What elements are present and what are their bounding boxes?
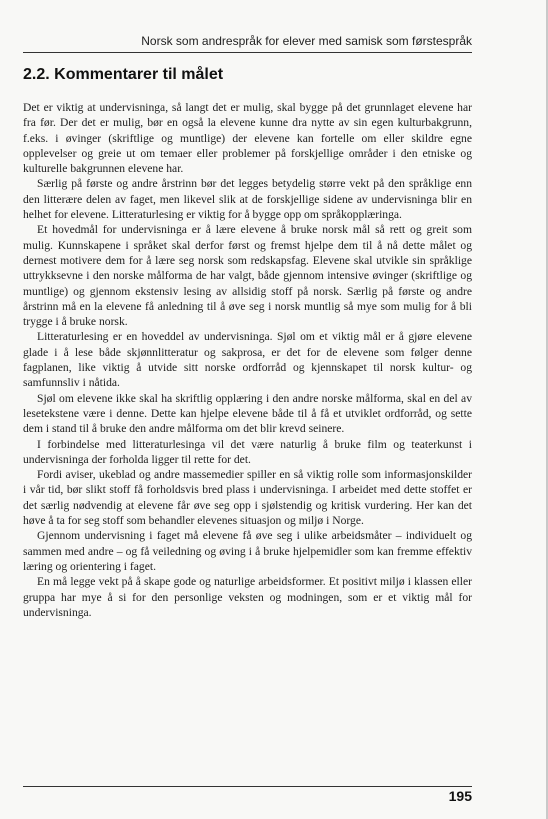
paragraph: Et hovedmål for undervisninga er å lære elevene å bruke norsk mål så rett og greit som mulig. Kunnskapene i språket skal derfor først og fremst hjelpe dem til å nå dette målet og dernest motivere dem for å lære seg norsk som redskapsfag. Elevene skal utvikle sin språklige uttrykksevne i den norske målforma de har valgt, både gjennom intensive øvinger (skriftlige og muntlige) og gjennom ekstensiv lesing av allsidig stoff på norsk. Særlig på første og andre årstrinn må en la elevene få anledning til å øve seg i norsk muntlig så mye som mulig for å bli trygge i å bruke norsk.: [23, 223, 472, 329]
paragraph: Litteraturlesing er en hoveddel av undervisninga. Sjøl om et viktig mål er å gjøre elevene glade i å lese både skjønnlitteratur og sakprosa, er det for de elevene som følger denne fagplanen, like viktig å utvide sitt norske ordforråd og kjennskapet til norsk kultur- og samfunnsliv i nåtida.: [23, 330, 472, 390]
paragraph: En må legge vekt på å skape gode og naturlige arbeidsformer. Et positivt miljø i klassen eller gruppa har mye å si for den personlige veksten og modningen, som er et viktig mål for undervisninga.: [23, 575, 472, 619]
paragraph: Det er viktig at undervisninga, så langt det er mulig, skal bygge på det grunnlaget elevene har fra før. Der det er mulig, bør en også la elevene kunne dra nytte av sin egen kulturbakgrunn, f.eks. i øvinger (skriftlige og muntlige) der elevene kan fortelle om eller skildre egne opplevelser og greie ut om temaer eller problemer på forskjellige områder i den etniske og kulturelle bakgrunnen elevene har.: [23, 101, 472, 176]
paragraph: I forbindelse med litteraturlesinga vil det være naturlig å bruke film og teaterkunst i undervisninga der forholda ligger til rette for det.: [23, 437, 472, 466]
footer-rule: [23, 786, 472, 787]
paragraph: Fordi aviser, ukeblad og andre massemedier spiller en så viktig rolle som informasjonskilder i vår tid, bør slikt stoff få forholdsvis bred plass i undervisninga. I arbeidet med dette stoffet er det særlig nødvendig at elevene får øve seg opp i sjølstendig og kritisk vurdering. Her kan det høve å ta for seg stoff som behandler elevenes situasjon og miljø i Norge.: [23, 468, 472, 528]
section-heading: 2.2. Kommentarer til målet: [23, 66, 224, 83]
paragraph: Særlig på første og andre årstrinn bør det legges betydelig større vekt på den språklige enn den litterære delen av faget, men likevel slik at de forskjellige sidene av undervisninga blir en helhet for elevene. Litteraturlesing er viktig for å bygge opp om språkopplæringa.: [23, 177, 472, 222]
body-text: [23, 100, 472, 620]
paragraph: Sjøl om elevene ikke skal ha skriftlig opplæring i den andre norske målforma, skal en del av lesetekstene være i denne. Dette kan hjelpe elevene både til å få et utviklet ordforråd, og sette dem i stand til å bruke den andre målforma om det blir krevd seinere.: [23, 391, 472, 436]
header-rule: [23, 52, 472, 53]
running-header: Norsk som andrespråk for elever med samisk som førstespråk: [141, 34, 472, 48]
page-number: 195: [448, 788, 472, 804]
paragraph: Gjennom undervisning i faget må elevene få øve seg i ulike arbeidsmåter – individuelt og sammen med andre – og få veiledning og øving i å bruke hjelpemidler som kan fremme effektiv læring og orientering i faget.: [23, 529, 472, 573]
